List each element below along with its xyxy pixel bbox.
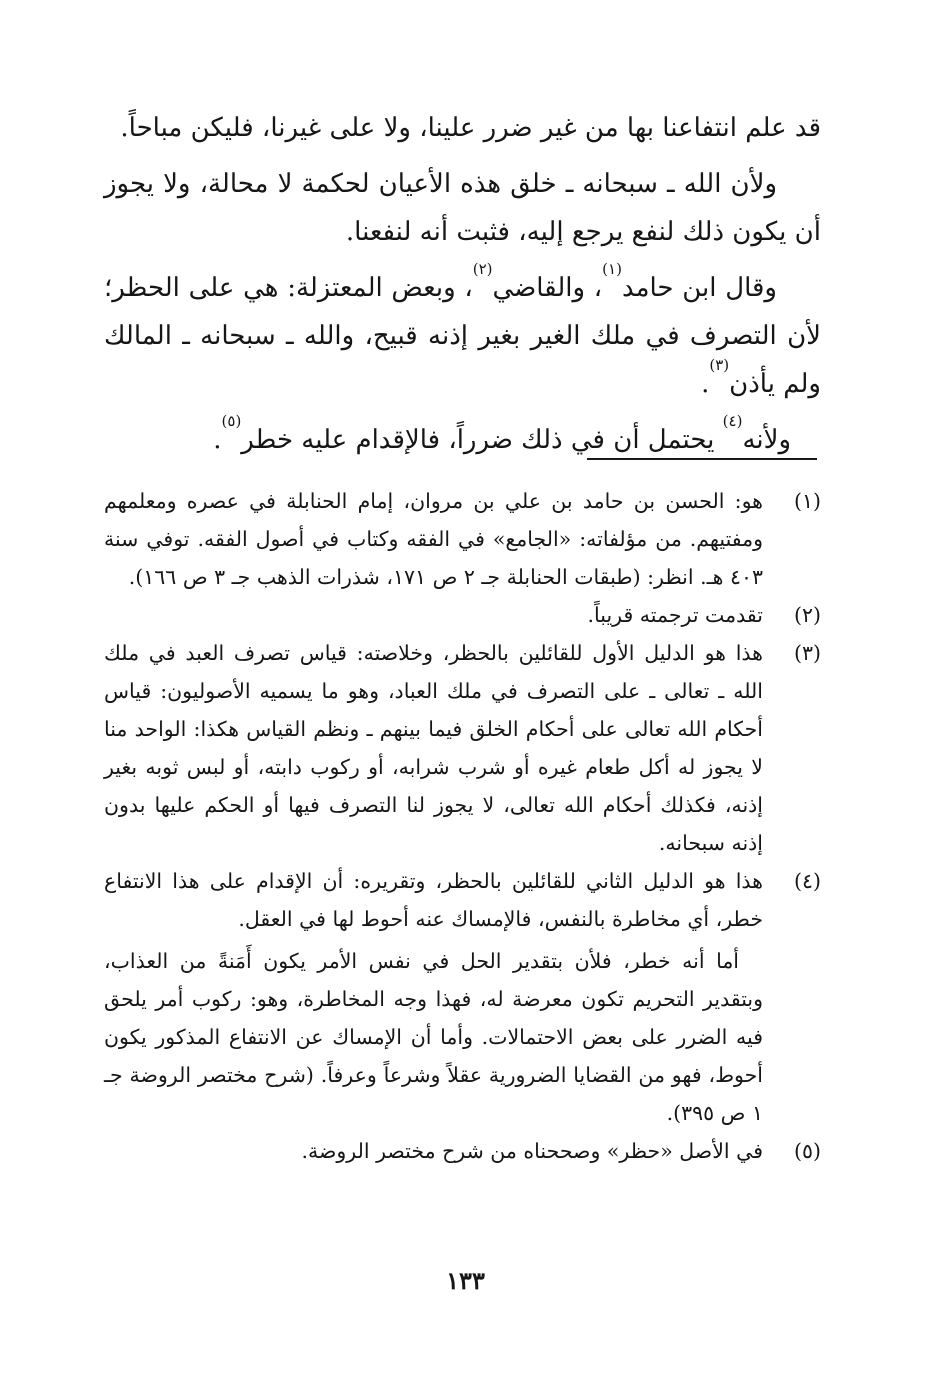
footnotes — [104, 482, 821, 1170]
footnote-number: (٢) — [793, 603, 821, 627]
footnote-continuation: أما أنه خطر، فلأن بتقدير الحل في نفس الأمر يكون أَمَنةً من العذاب، وبتقدير التحريم تكون معرضة له، فهذا وجه المخاطرة، وهو: ركوب أمر يلحق فيه الضرر على بعض الاحتمالات. وأما أن الإمساك عن الانتفاع المذكور يكون أحوط، فهو من القضايا الضرورية عقلاً وشرعاً وعرفاً. (شرح مختصر الروضة جـ ١ ص ٣٩٥). — [104, 949, 763, 1125]
paragraph-2: ولأن الله ـ سبحانه ـ خلق هذه الأعيان لحكمة لا محالة، ولا يجوز أن يكون ذلك لنفع يرجع إليه، فثبت أنه لنفعنا. — [104, 169, 821, 247]
footnote-ref-2: (٢) — [472, 260, 493, 278]
footnote-ref-3: (٣) — [709, 356, 730, 374]
paragraph-3 — [104, 260, 821, 408]
footnote-text: هو: الحسن بن حامد بن علي بن مروان، إمام الحنابلة في عصره ومعلمهم ومفتيهم. من مؤلفاته: «الجامع» في الفقه وكتاب في أصول الفقه. توفي سنة ٤٠٣ هـ. انظر: (طبقات الحنابلة جـ ٢ ص ١٧١، شذرات الذهب جـ ٣ ص ١٦٦). — [104, 489, 763, 589]
footnote-text: هذا هو الدليل الأول للقائلين بالحظر، وخلاصته: قياس تصرف العبد في ملك الله ـ تعالى ـ على التصرف في ملك العباد، وهو ما يسميه الأصوليون: قياس أحكام الله تعالى على أحكام الخلق فيما بينهم ـ ونظم القياس هكذا: الواحد منا لا يجوز له أكل طعام غيره أو شرب شرابه، أو ركوب دابته، أو لبس ثوبه بغير إذنه، فكذلك أحكام الله تعالى، لا يجوز لنا التصرف فيها أو الحكم عليها بدون إذنه سبحانه. — [104, 641, 763, 855]
paragraph-3-text: ، وبعض المعتزلة: هي على الحظر؛ لأن التصرف في ملك الغير بغير إذنه قبيح، والله ـ سبحانه ـ المالك ولم يأذن — [104, 273, 821, 399]
footnote-text: تقدمت ترجمته قريباً. — [587, 603, 763, 627]
footnote-3 — [104, 634, 821, 862]
paragraph-4 — [104, 412, 821, 464]
page-number: ١٣٣ — [446, 1266, 485, 1295]
paragraph-1: قد علم انتفاعنا بها من غير ضرر علينا، ولا على غيرنا، فليكن مباحاً. — [120, 113, 821, 143]
footnote-5 — [104, 1132, 821, 1170]
footnote-text: هذا هو الدليل الثاني للقائلين بالحظر، وتقريره: أن الإقدام على هذا الانتفاع خطر، أي مخاطرة بالنفس، فالإمساك عنه أحوط لها في العقل. — [104, 869, 763, 931]
paragraph-3-text: . — [701, 369, 710, 399]
footnote-number: (٣) — [793, 641, 821, 665]
footnote-text: في الأصل «حظر» وصححناه من شرح مختصر الروضة. — [301, 1139, 763, 1163]
footnote-separator — [587, 458, 817, 460]
footnote-1 — [104, 482, 821, 596]
footnote-4 — [104, 862, 821, 1132]
footnote-number: (٥) — [793, 1139, 821, 1163]
main-text — [104, 104, 821, 464]
footnote-2 — [104, 596, 821, 634]
paragraph-3-text: ، والقاضي — [492, 273, 603, 303]
footnote-number: (٤) — [793, 869, 821, 893]
footnote-ref-5: (٥) — [221, 412, 242, 430]
footnote-ref-1: (١) — [602, 260, 622, 278]
paragraph-4-text: . — [213, 425, 222, 455]
footnote-ref-4: (٤) — [722, 412, 743, 430]
paragraph-4-text: ولأنه — [742, 425, 791, 455]
paragraph-4-text: يحتمل أن في ذلك ضرراً، فالإقدام عليه خطر — [241, 425, 723, 455]
paragraph-3-text: وقال ابن حامد — [621, 273, 777, 303]
footnote-number: (١) — [793, 489, 821, 513]
